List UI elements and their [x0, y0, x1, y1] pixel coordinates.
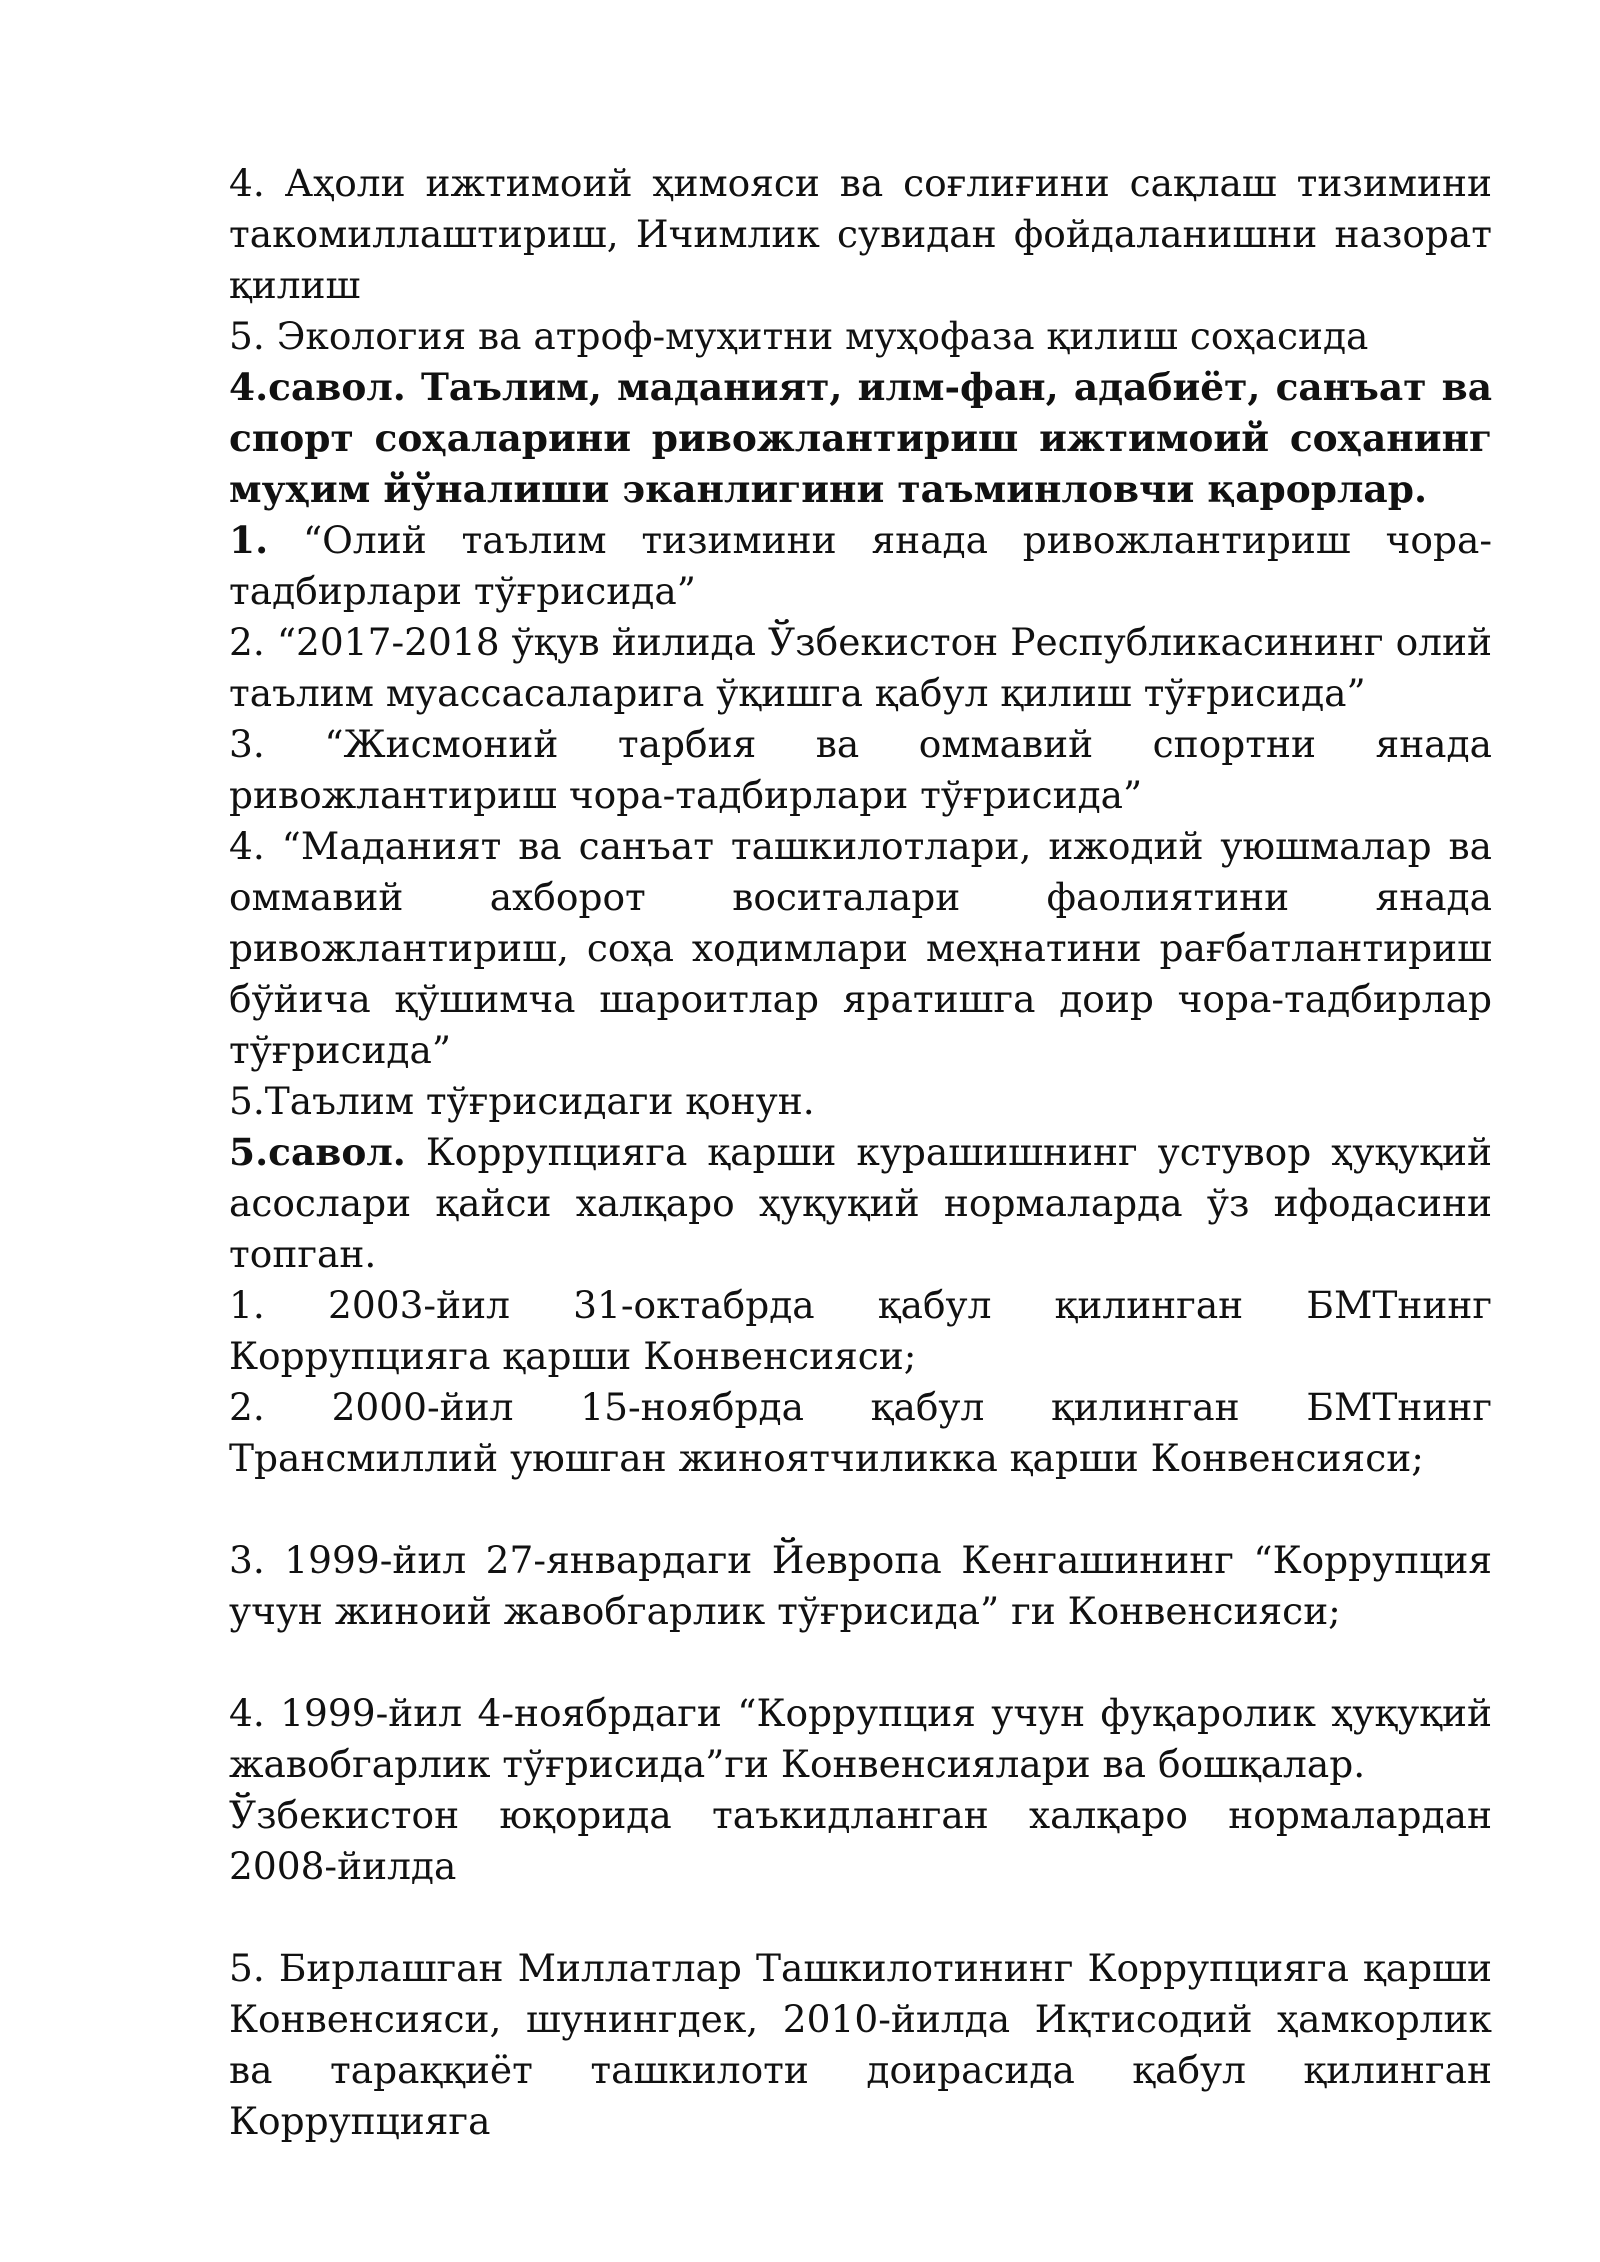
convention-item-4: 4. 1999-йил 4-ноябрдаги “Коррупция учун фуқаролик ҳуқуқий жавобгарлик тўғрисида”ги Конвенсиялари ва бошқалар.: [229, 1691, 1492, 1786]
blank-line: [229, 1484, 1492, 1535]
convention-item-5: 5. Бирлашган Миллатлар Ташкилотининг Коррупцияга қарши Конвенсияси, шунингдек, 2010-йилда Иқтисодий ҳамкорлик ва тараққиёт ташкилоти доирасида қабул қилинган Коррупцияга: [229, 1946, 1492, 2143]
blank-line: [229, 1637, 1492, 1688]
question-5-label: 5.савол.: [229, 1130, 406, 1174]
question-5-text: Коррупцияга қарши курашишнинг устувор ҳуқуқий асослари қайси халқаро ҳуқуқий нормаларда ўз ифодасини топган.: [229, 1130, 1492, 1276]
uzbekistan-paragraph: Ўзбекистон юқорида таъкидланган халқаро нормалардан 2008-йилда: [229, 1793, 1492, 1888]
list-item-1: [229, 515, 1492, 617]
blank-line: [229, 1892, 1492, 1943]
question-5-paragraph: [229, 1127, 1492, 1280]
list-item-2: 2. “2017-2018 ўқув йилида Ўзбекистон Республикасининг олий таълим муассасаларига ўқишга қабул қилиш тўғрисида”: [229, 620, 1492, 715]
document-page: [229, 158, 1492, 2147]
convention-item-2: 2. 2000-йил 15-ноябрда қабул қилинган БМТнинг Трансмиллий уюшган жиноятчиликка қарши Конвенсияси;: [229, 1385, 1492, 1480]
list-item-number: 1.: [229, 518, 269, 562]
convention-item-3: 3. 1999-йил 27-январдаги Йевропа Кенгашининг “Коррупция учун жиноий жавобгарлик тўғрисида” ги Конвенсияси;: [229, 1538, 1492, 1633]
question-4-heading: 4.савол. Таълим, маданият, илм-фан, адабиёт, санъат ва спорт соҳаларини ривожлантириш ижтимоий соҳанинг муҳим йўналиши эканлигини таъминловчи қарорлар.: [229, 365, 1492, 511]
paragraph-social-protection: 4. Аҳоли ижтимоий ҳимояси ва соғлиғини сақлаш тизимини такомиллаштириш, Ичимлик сувидан фойдаланишни назорат қилиш: [229, 161, 1492, 307]
convention-item-1: 1. 2003-йил 31-октабрда қабул қилинган БМТнинг Коррупцияга қарши Конвенсияси;: [229, 1283, 1492, 1378]
list-item-3: 3. “Жисмоний тарбия ва оммавий спортни янада ривожлантириш чора-тадбирлари тўғрисида”: [229, 722, 1492, 817]
list-item-text: “Олий таълим тизимини янада ривожлантириш чора-тадбирлари тўғрисида”: [229, 518, 1492, 613]
list-item-4: 4. “Маданият ва санъат ташкилотлари, ижодий уюшмалар ва оммавий ахборот воситалари фаолиятини янада ривожлантириш, соҳа ходимлари меҳнатини рағбатлантириш бўйича қўшимча шароитлар яратишга доир чора-тадбирлар тўғрисида”: [229, 824, 1492, 1072]
list-item-5: 5.Таълим тўғрисидаги қонун.: [229, 1079, 815, 1123]
paragraph-ecology: 5. Экология ва атроф-муҳитни муҳофаза қилиш соҳасида: [229, 314, 1369, 358]
